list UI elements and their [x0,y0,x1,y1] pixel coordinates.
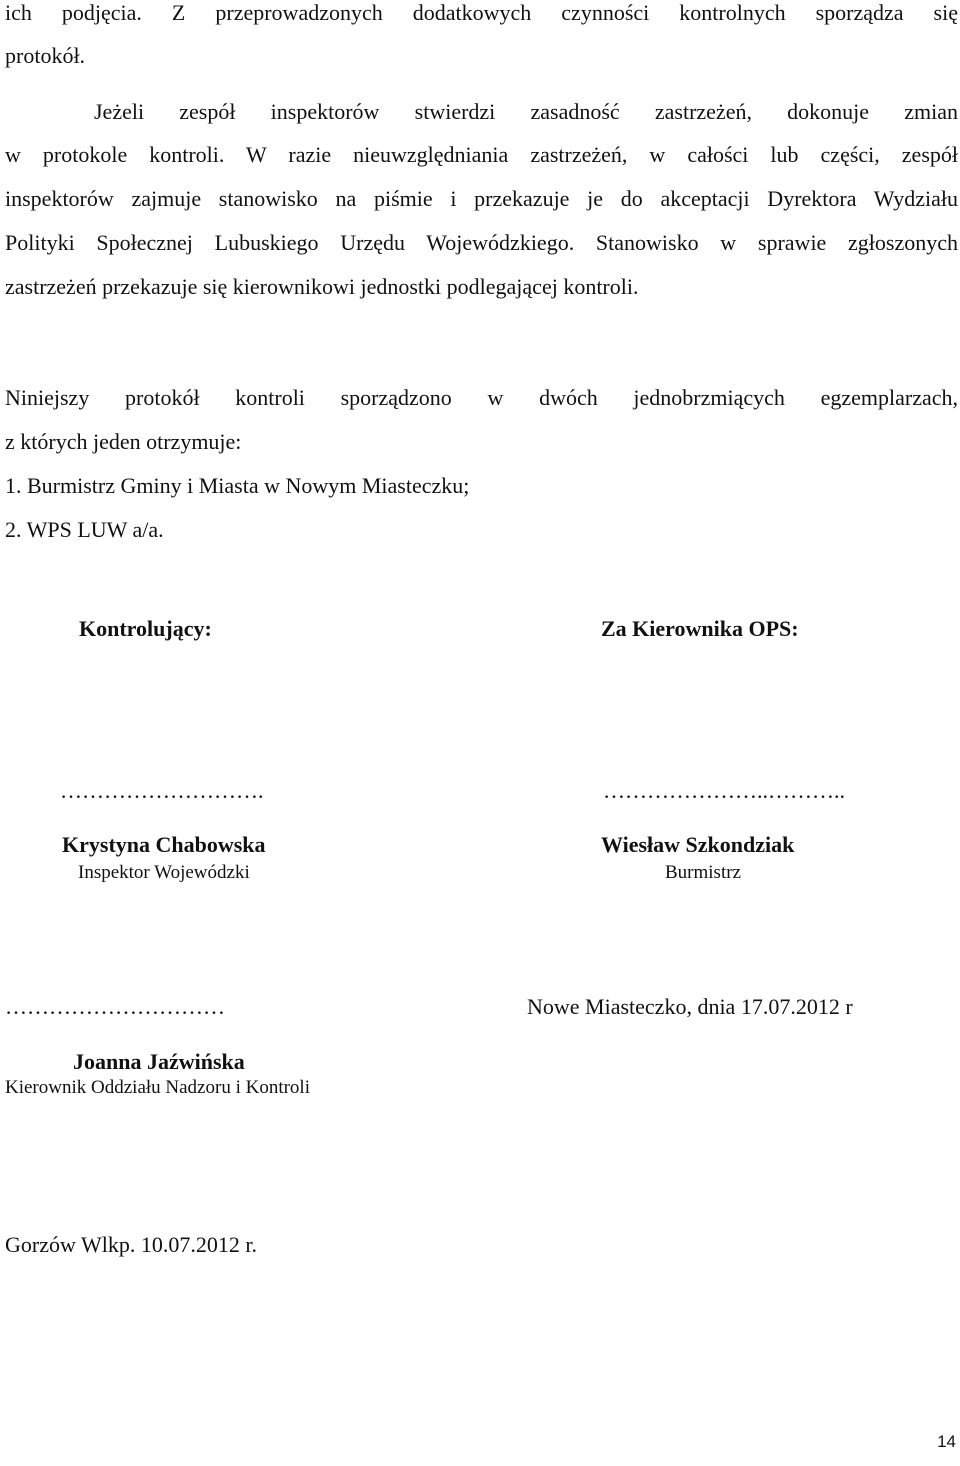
inspector-name: Krystyna Chabowska [62,832,266,857]
paragraph-1-line-1: ich podjęcia. Z przeprowadzonych dodatkowych czynności kontrolnych sporządza się [5,0,958,25]
issue-place-date: Gorzów Wlkp. 10.07.2012 r. [5,1232,257,1257]
head-signature-line: ………………………… [5,994,225,1019]
controllers-heading: Kontrolujący: [79,616,212,641]
paragraph-2-line-5: zastrzeżeń przekazuje się kierownikowi jednostki podlegającej kontroli. [5,274,639,299]
mayor-signature-line: …………………..……….. [603,778,845,803]
inspector-signature-line: ………………………. [60,778,264,803]
paragraph-2-line-3: inspektorów zajmuje stanowisko na piśmie i przekazuje je do akceptacji Dyrektora Wydziału [5,186,958,211]
director-heading: Za Kierownika OPS: [601,616,799,641]
paragraph-3-line-1: Niniejszy protokół kontroli sporządzono w dwóch jednobrzmiących egzemplarzach, [5,385,958,410]
mayor-title: Burmistrz [665,862,741,883]
inspector-title: Inspektor Wojewódzki [78,862,250,883]
head-name: Joanna Jaźwińska [73,1049,245,1074]
head-title: Kierownik Oddziału Nadzoru i Kontroli [5,1077,310,1098]
paragraph-3-line-2: z których jeden otrzymuje: [5,429,242,454]
page-number: 14 [937,1432,956,1451]
signing-place-date: Nowe Miasteczko, dnia 17.07.2012 r [527,994,853,1019]
recipient-item: 1. Burmistrz Gminy i Miasta w Nowym Miasteczku; [5,473,470,498]
paragraph-1-line-2: protokół. [5,43,86,68]
paragraph-2-line-1: Jeżeli zespół inspektorów stwierdzi zasadność zastrzeżeń, dokonuje zmian [94,99,958,124]
recipient-item: 2. WPS LUW a/a. [5,517,164,542]
mayor-name: Wiesław Szkondziak [601,832,795,857]
paragraph-2-line-2: w protokole kontroli. W razie nieuwzględniania zastrzeżeń, w całości lub części, zespół [5,142,958,167]
paragraph-2-line-4: Polityki Społecznej Lubuskiego Urzędu Wojewódzkiego. Stanowisko w sprawie zgłoszonych [5,230,958,255]
